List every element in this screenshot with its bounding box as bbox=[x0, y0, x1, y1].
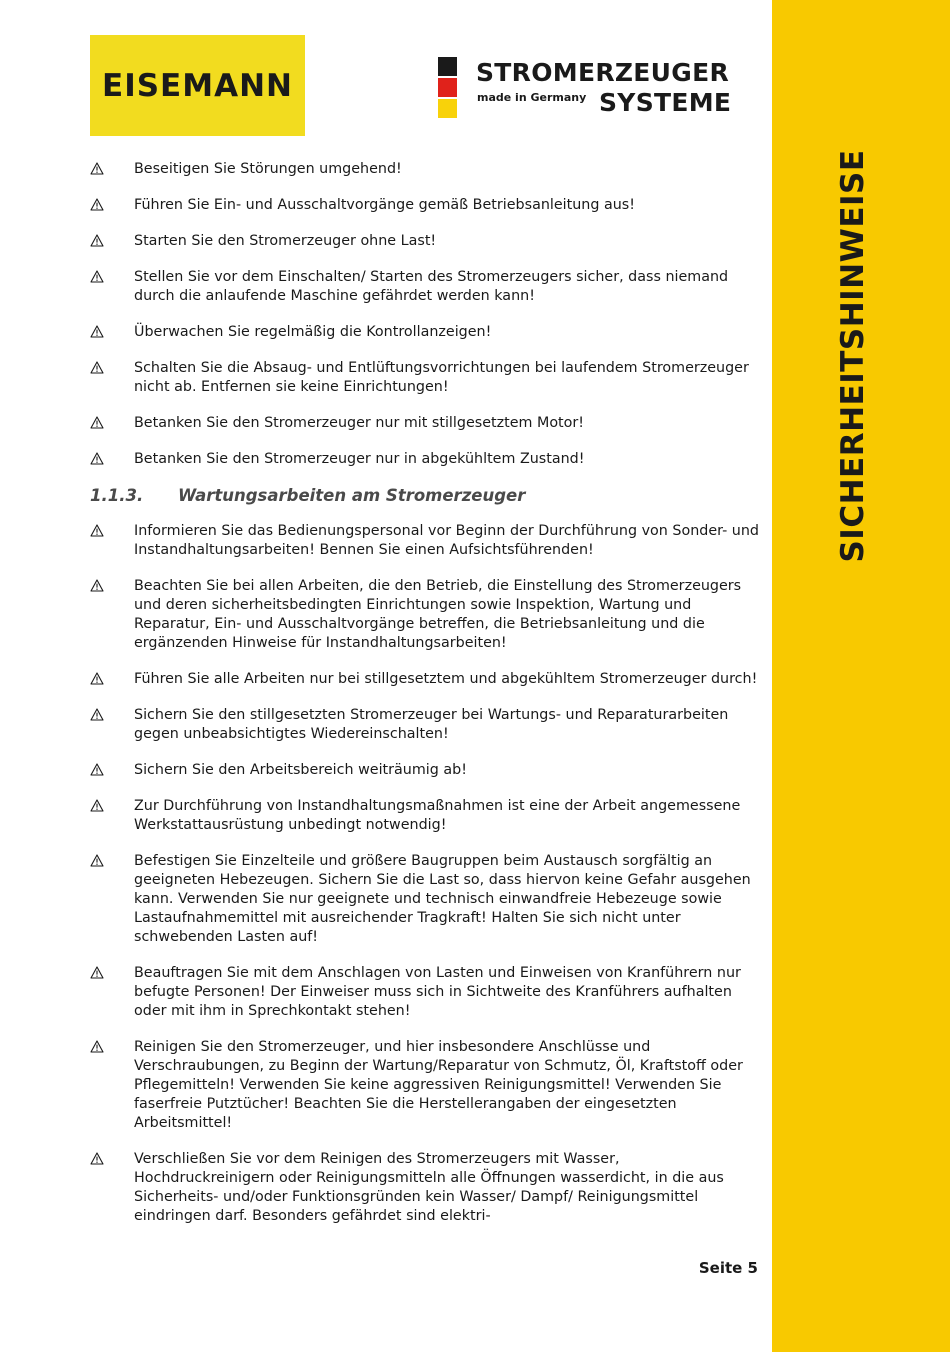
warning-item bbox=[90, 797, 762, 835]
warning-item bbox=[90, 670, 762, 689]
warning-triangle-icon bbox=[90, 196, 134, 211]
warning-item-text: Beachten Sie bei allen Arbeiten, die den Betrieb, die Einstellung des Stromerzeugers und deren sicherheitsbedingten Einrichtungen sowie Inspektion, Wartung und Reparatur, Ein- und Ausschaltvorgänge betreffen, die Betriebsanleitung und die ergänzenden Hinweise für Instandhaltungsarbeiten! bbox=[134, 578, 742, 651]
germany-flag-icon bbox=[438, 57, 457, 120]
warning-triangle-icon bbox=[90, 414, 134, 429]
warning-item bbox=[90, 323, 762, 342]
warning-item bbox=[90, 1150, 762, 1226]
warning-triangle-icon bbox=[90, 577, 134, 592]
warning-item bbox=[90, 450, 762, 469]
warning-item bbox=[90, 1038, 762, 1133]
warning-triangle-icon bbox=[90, 761, 134, 776]
warning-item bbox=[90, 160, 762, 179]
warning-triangle-icon bbox=[90, 359, 134, 374]
brand-tagline: made in Germany bbox=[477, 91, 587, 104]
warning-item bbox=[90, 706, 762, 744]
section-title: Wartungsarbeiten am Stromerzeuger bbox=[178, 486, 526, 505]
warning-item-text: Stellen Sie vor dem Einschalten/ Starten des Stromerzeugers sicher, dass niemand durch die anlaufende Maschine gefährdet werden kann! bbox=[134, 269, 729, 304]
warning-item bbox=[90, 232, 762, 251]
warning-item-text: Sichern Sie den stillgesetzten Stromerzeuger bei Wartungs- und Reparaturarbeiten gegen unbeabsichtigtes Wiedereinschalten! bbox=[134, 707, 729, 742]
warning-triangle-icon bbox=[90, 706, 134, 721]
warning-item-text: Verschließen Sie vor dem Reinigen des Stromerzeugers mit Wasser, Hochdruckreinigern oder Reinigungsmitteln alle Öffnungen wasserdicht, in die aus Sicherheits- und/oder Funktionsgründen kein Wasser/ Dampf/ Reinigungsmittel eindringen darf. Besonders gefährdet sind elektri- bbox=[134, 1151, 724, 1224]
warning-item bbox=[90, 359, 762, 397]
warning-item bbox=[90, 852, 762, 947]
warning-list-maintenance bbox=[90, 522, 762, 1226]
warning-item-text: Beauftragen Sie mit dem Anschlagen von Lasten und Einweisen von Kranführern nur befugte Personen! Der Einweiser muss sich in Sichtweite des Kranführers aufhalten oder mit ihm in Sprechkontakt stehen! bbox=[134, 965, 741, 1019]
warning-item-text: Überwachen Sie regelmäßig die Kontrollanzeigen! bbox=[134, 324, 492, 340]
warning-triangle-icon bbox=[90, 232, 134, 247]
warning-item bbox=[90, 196, 762, 215]
brand-name-stromerzeuger: STROMERZEUGER bbox=[476, 58, 730, 87]
warning-triangle-icon bbox=[90, 1150, 134, 1165]
warning-triangle-icon bbox=[90, 323, 134, 338]
warning-triangle-icon bbox=[90, 522, 134, 537]
warning-item-text: Beseitigen Sie Störungen umgehend! bbox=[134, 161, 402, 177]
brand-name-systeme: SYSTEME bbox=[599, 88, 732, 117]
warning-list-operation bbox=[90, 160, 762, 469]
warning-triangle-icon bbox=[90, 1038, 134, 1053]
warning-triangle-icon bbox=[90, 964, 134, 979]
warning-item-text: Befestigen Sie Einzelteile und größere Baugruppen beim Austausch sorgfältig an geeigneten Hebezeugen. Sichern Sie die Last so, dass hiervon keine Gefahr ausgehen kann. Verwenden Sie nur geeignete und technisch einwandfreie Hebezeuge sowie Lastaufnahmemittel mit ausreichender Tragkraft! Halten Sie sich nicht unter schwebenden Lasten auf! bbox=[134, 853, 751, 945]
warning-item bbox=[90, 761, 762, 780]
warning-item bbox=[90, 577, 762, 653]
warning-item bbox=[90, 414, 762, 433]
warning-item bbox=[90, 964, 762, 1021]
warning-item-text: Führen Sie Ein- und Ausschaltvorgänge gemäß Betriebsanleitung aus! bbox=[134, 197, 635, 213]
warning-triangle-icon bbox=[90, 160, 134, 175]
sidebar-title: SICHERHEITSHINWEISE bbox=[835, 149, 871, 563]
warning-item-text: Informieren Sie das Bedienungspersonal vor Beginn der Durchführung von Sonder- und Instandhaltungsarbeiten! Bennen Sie einen Aufsichtsführenden! bbox=[134, 523, 760, 558]
eisemann-logo-text: EISEMANN bbox=[102, 67, 293, 104]
warning-item bbox=[90, 522, 762, 560]
instructions-content bbox=[90, 160, 762, 1243]
warning-triangle-icon bbox=[90, 670, 134, 685]
warning-triangle-icon bbox=[90, 852, 134, 867]
warning-item-text: Sichern Sie den Arbeitsbereich weiträumig ab! bbox=[134, 762, 467, 778]
warning-triangle-icon bbox=[90, 450, 134, 465]
warning-item-text: Betanken Sie den Stromerzeuger nur in abgekühltem Zustand! bbox=[134, 451, 585, 467]
warning-item-text: Schalten Sie die Absaug- und Entlüftungsvorrichtungen bei laufendem Stromerzeuger nicht ab. Entfernen sie keine Einrichtungen! bbox=[134, 360, 749, 395]
warning-item bbox=[90, 268, 762, 306]
warning-item-text: Führen Sie alle Arbeiten nur bei stillgesetztem und abgekühltem Stromerzeuger durch! bbox=[134, 671, 758, 687]
warning-triangle-icon bbox=[90, 268, 134, 283]
warning-item-text: Starten Sie den Stromerzeuger ohne Last! bbox=[134, 233, 437, 249]
warning-item-text: Reinigen Sie den Stromerzeuger, und hier insbesondere Anschlüsse und Verschraubungen, zu Beginn der Wartung/Reparatur von Schmutz, Öl, Kraftstoff oder Pflegemitteln! Verwenden Sie keine aggressiven Reinigungsmittel! Verwenden Sie faserfreie Putztücher! Beachten Sie die Herstellerangaben der eingesetzten Arbeitsmittel! bbox=[134, 1039, 743, 1131]
warning-triangle-icon bbox=[90, 797, 134, 812]
eisemann-logo bbox=[90, 35, 305, 136]
section-heading bbox=[90, 486, 762, 505]
warning-item-text: Zur Durchführung von Instandhaltungsmaßnahmen ist eine der Arbeit angemessene Werkstattausrüstung unbedingt notwendig! bbox=[134, 798, 741, 833]
warning-item-text: Betanken Sie den Stromerzeuger nur mit stillgesetztem Motor! bbox=[134, 415, 585, 431]
section-number: 1.1.3. bbox=[90, 486, 144, 505]
page-number: Seite 5 bbox=[698, 1259, 758, 1277]
